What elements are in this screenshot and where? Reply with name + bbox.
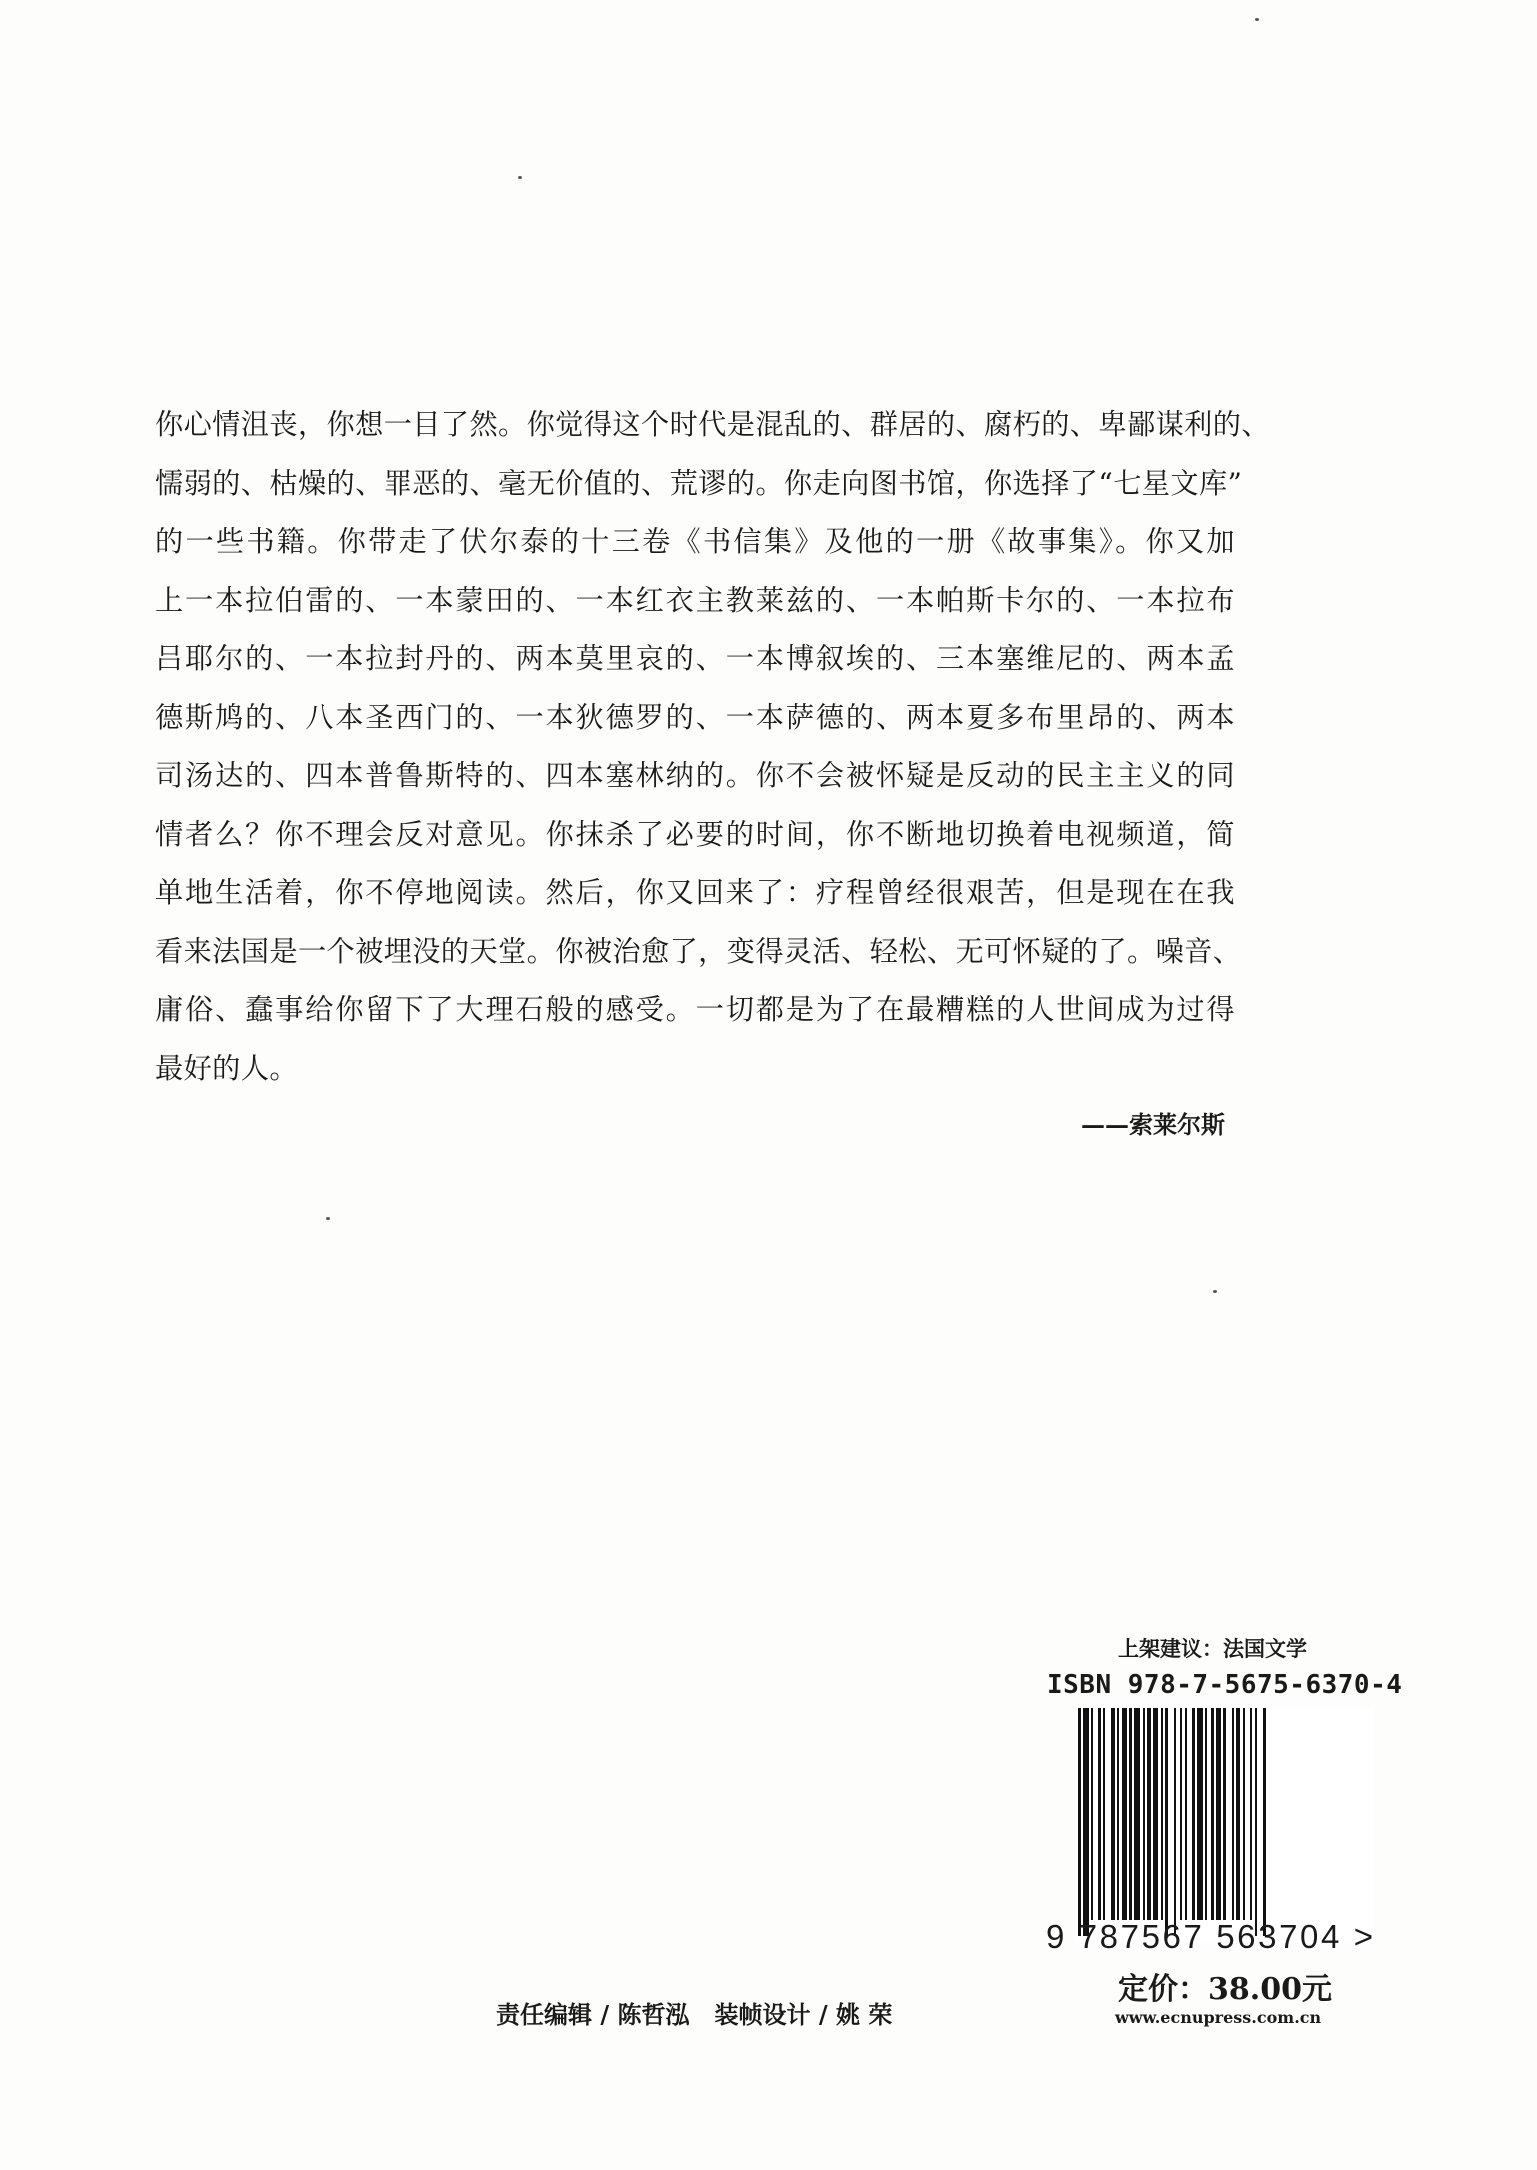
barcode-bar	[1174, 1708, 1176, 1936]
barcode-bars	[1074, 1708, 1374, 1943]
barcode-bar	[1243, 1708, 1245, 1920]
barcode-bar	[1236, 1708, 1240, 1920]
blurb-line: 懦弱的、枯燥的、罪恶的、毫无价值的、荒谬的。你走向图书馆，你选择了“七星文库”	[155, 466, 1243, 500]
blurb-line: 吕耶尔的、一本拉封丹的、两本莫里哀的、一本博叙埃的、三本塞维尼的、两本孟	[155, 642, 1235, 675]
barcode-bar	[1103, 1708, 1105, 1920]
blurb-line: 你心情沮丧，你想一目了然。你觉得这个时代是混乱的、群居的、腐朽的、卑鄙谋利的、	[155, 408, 1270, 441]
blurb-line: 上一本拉伯雷的、一本蒙田的、一本红衣主教莱兹的、一本帕斯卡尔的、一本拉布	[155, 583, 1235, 617]
barcode-bar	[1134, 1708, 1140, 1920]
barcode-bar	[1197, 1708, 1203, 1920]
barcode-bar	[1263, 1708, 1266, 1936]
blurb-line: 单地生活着，你不停地阅读。然后，你又回来了：疗程曾经很艰苦，但是现在在我	[155, 876, 1235, 909]
barcode-bar	[1250, 1708, 1252, 1920]
publisher-website: www.ecnupress.com.cn	[1115, 2008, 1322, 2027]
shelf-suggestion: 上架建议：法国文学	[1118, 1636, 1307, 1661]
barcode-bar	[1117, 1708, 1119, 1920]
blurb-line: 最好的人。	[155, 1051, 298, 1085]
barcode-bar	[1091, 1708, 1093, 1920]
barcode-bar	[1216, 1708, 1221, 1920]
blurb-line: 德斯鸠的、八本圣西门的、一本狄德罗的、一本萨德的、两本夏多布里昂的、两本	[155, 700, 1235, 734]
barcode-bar	[1078, 1708, 1081, 1936]
barcode-bar	[1122, 1708, 1127, 1920]
barcode-bar	[1083, 1708, 1089, 1936]
barcode-bar	[1129, 1708, 1132, 1920]
paper-speck	[1255, 18, 1259, 21]
barcode-bar	[1255, 1708, 1257, 1936]
paper-speck	[1213, 1290, 1217, 1293]
barcode-bar	[1165, 1708, 1168, 1936]
barcode-bar	[1143, 1708, 1145, 1920]
blurb-line: 庸俗、蠢事给你留下了大理石般的感受。一切都是为了在最糟糕的人世间成为过得	[155, 993, 1235, 1026]
quote-attribution: ——索莱尔斯	[1081, 1110, 1225, 1139]
barcode-bar	[1232, 1708, 1234, 1920]
paper-speck	[518, 176, 522, 179]
barcode-bar	[1147, 1708, 1151, 1920]
barcode-digits: 9 787567 563704 >	[1046, 1918, 1376, 1955]
paper-speck	[326, 1217, 330, 1220]
barcode-bar	[1211, 1708, 1214, 1920]
editor-credits: 责任编辑 / 陈哲泓 装帧设计 / 姚 荣	[496, 2000, 893, 2029]
price-label: 定价：38.00元	[1118, 1972, 1332, 2007]
barcode-bar	[1153, 1708, 1158, 1920]
barcode-bar	[1223, 1708, 1226, 1920]
barcode-bar	[1205, 1708, 1207, 1920]
barcode-bar	[1192, 1708, 1195, 1920]
blurb-text	[155, 396, 1270, 1098]
barcode-bar	[1111, 1708, 1115, 1920]
blurb-line: 看来法国是一个被埋没的天堂。你被治愈了，变得灵活、轻松、无可怀疑的了。噪音、	[155, 934, 1242, 968]
barcode-image	[1074, 1708, 1374, 1943]
barcode-bar	[1180, 1708, 1182, 1920]
blurb-line: 情者么？你不理会反对意见。你抹杀了必要的时间，你不断地切换着电视频道，简	[155, 817, 1235, 851]
blurb-line: 的一些书籍。你带走了伏尔泰的十三卷《书信集》及他的一册《故事集》。你又加	[155, 525, 1235, 558]
isbn-number: ISBN 978-7-5675-6370-4	[1047, 1670, 1403, 1700]
barcode-bar	[1185, 1708, 1187, 1920]
barcode-bar	[1098, 1708, 1101, 1920]
blurb-line: 司汤达的、四本普鲁斯特的、四本塞林纳的。你不会被怀疑是反动的民主主义的同	[155, 759, 1235, 792]
barcode-bar	[1161, 1708, 1163, 1920]
